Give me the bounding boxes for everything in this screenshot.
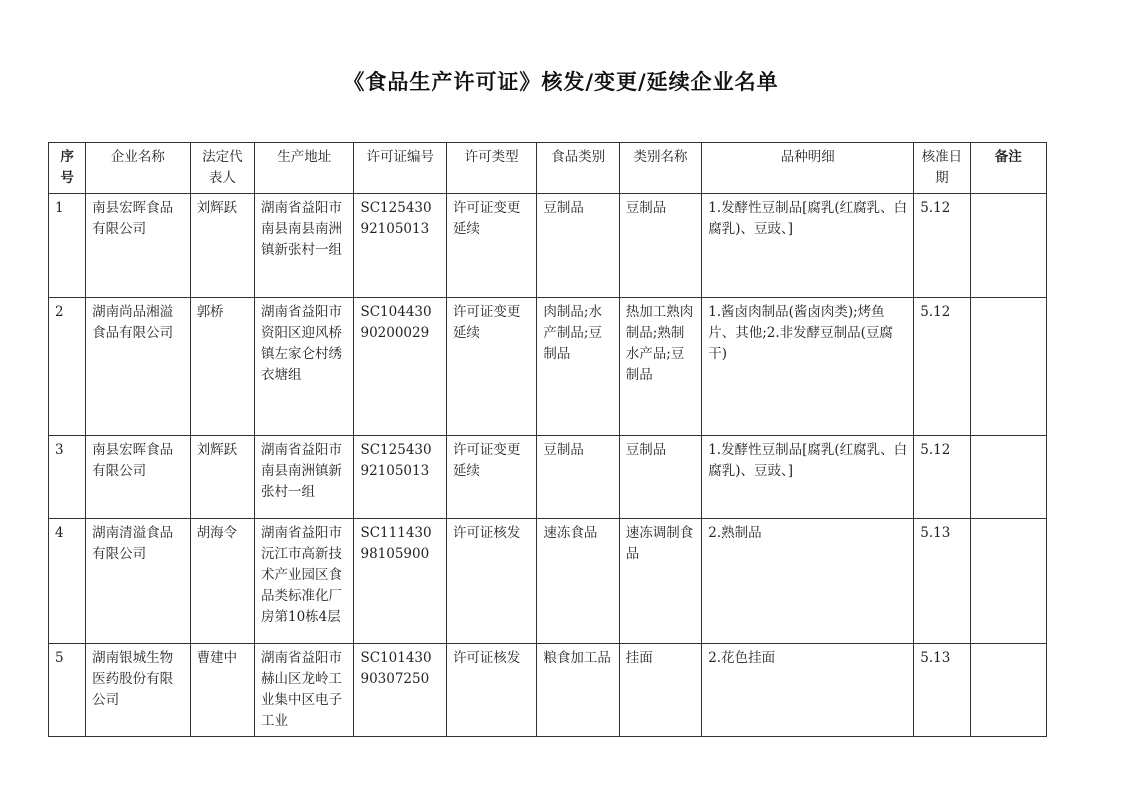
row-food-category: 豆制品 (537, 194, 619, 298)
row-remarks (970, 519, 1046, 644)
table-row (49, 298, 1047, 436)
row-approval-date: 5.12 (914, 436, 970, 519)
row-legal-rep: 刘辉跃 (190, 436, 254, 519)
header-approval-date: 核准日期 (914, 143, 970, 194)
row-license-no: SC12543092105013 (354, 194, 446, 298)
header-remarks: 备注 (970, 143, 1046, 194)
row-food-category: 粮食加工品 (537, 644, 619, 737)
row-address: 湖南省益阳市沅江市高新技术产业园区食品类标准化厂房第10栋4层 (255, 519, 354, 644)
row-category-name: 速冻调制食品 (619, 519, 701, 644)
row-license-no: SC10443090200029 (354, 298, 446, 436)
row-seq: 3 (49, 436, 86, 519)
row-address: 湖南省益阳市南县南洲镇新张村一组 (255, 436, 354, 519)
header-row (49, 143, 1047, 194)
row-food-category: 豆制品 (537, 436, 619, 519)
company-list-table (48, 142, 1047, 737)
row-address: 湖南省益阳市南县南县南洲镇新张村一组 (255, 194, 354, 298)
row-approval-date: 5.12 (914, 194, 970, 298)
row-license-no: SC12543092105013 (354, 436, 446, 519)
row-variety: 2.熟制品 (702, 519, 914, 644)
row-approval-date: 5.12 (914, 298, 970, 436)
row-license-no: SC10143090307250 (354, 644, 446, 737)
header-category-name: 类别名称 (619, 143, 701, 194)
row-license-type: 许可证变更延续 (446, 298, 536, 436)
row-company: 湖南银城生物医药股份有限公司 (86, 644, 191, 737)
row-variety: 1.发酵性豆制品[腐乳(红腐乳、白腐乳)、豆豉、] (702, 436, 914, 519)
header-company: 企业名称 (86, 143, 191, 194)
row-license-type: 许可证核发 (446, 519, 536, 644)
row-remarks (970, 298, 1046, 436)
row-category-name: 挂面 (619, 644, 701, 737)
row-company: 南县宏晖食品有限公司 (86, 436, 191, 519)
row-legal-rep: 胡海令 (190, 519, 254, 644)
row-address: 湖南省益阳市赫山区龙岭工业集中区电子工业 (255, 644, 354, 737)
row-variety: 1.发酵性豆制品[腐乳(红腐乳、白腐乳)、豆豉、] (702, 194, 914, 298)
row-variety: 2.花色挂面 (702, 644, 914, 737)
row-legal-rep: 郭桥 (190, 298, 254, 436)
row-remarks (970, 436, 1046, 519)
header-address: 生产地址 (255, 143, 354, 194)
row-category-name: 豆制品 (619, 194, 701, 298)
header-legal-rep: 法定代表人 (190, 143, 254, 194)
row-seq: 5 (49, 644, 86, 737)
table-row (49, 436, 1047, 519)
row-variety: 1.酱卤肉制品(酱卤肉类);烤鱼片、其他;2.非发酵豆制品(豆腐干) (702, 298, 914, 436)
row-remarks (970, 644, 1046, 737)
header-license-no: 许可证编号 (354, 143, 446, 194)
header-seq: 序号 (49, 143, 86, 194)
row-legal-rep: 曹建中 (190, 644, 254, 737)
row-seq: 1 (49, 194, 86, 298)
row-category-name: 豆制品 (619, 436, 701, 519)
row-company: 湖南尚品湘溢食品有限公司 (86, 298, 191, 436)
header-food-category: 食品类别 (537, 143, 619, 194)
row-approval-date: 5.13 (914, 644, 970, 737)
row-category-name: 热加工熟肉制品;熟制水产品;豆制品 (619, 298, 701, 436)
table-row (49, 519, 1047, 644)
row-seq: 2 (49, 298, 86, 436)
row-company: 南县宏晖食品有限公司 (86, 194, 191, 298)
row-food-category: 速冻食品 (537, 519, 619, 644)
row-approval-date: 5.13 (914, 519, 970, 644)
table-row (49, 194, 1047, 298)
row-food-category: 肉制品;水产制品;豆制品 (537, 298, 619, 436)
row-license-type: 许可证变更延续 (446, 194, 536, 298)
table-row (49, 644, 1047, 737)
row-seq: 4 (49, 519, 86, 644)
row-license-type: 许可证变更延续 (446, 436, 536, 519)
row-remarks (970, 194, 1046, 298)
header-license-type: 许可类型 (446, 143, 536, 194)
page-title: 《食品生产许可证》核发/变更/延续企业名单 (343, 70, 779, 94)
row-license-no: SC11143098105900 (354, 519, 446, 644)
header-variety: 品种明细 (702, 143, 914, 194)
row-address: 湖南省益阳市资阳区迎风桥镇左家仑村绣衣塘组 (255, 298, 354, 436)
row-company: 湖南清溢食品有限公司 (86, 519, 191, 644)
row-legal-rep: 刘辉跃 (190, 194, 254, 298)
row-license-type: 许可证核发 (446, 644, 536, 737)
